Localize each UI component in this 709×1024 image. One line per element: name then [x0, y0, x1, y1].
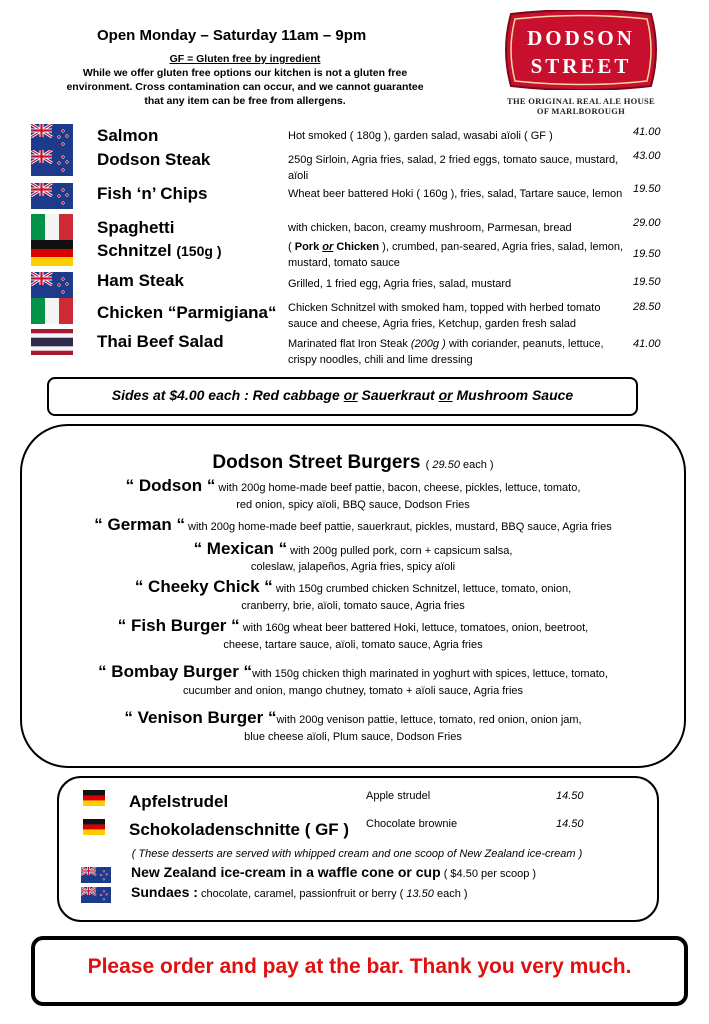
burger-name: “ Venison Burger “ — [124, 708, 277, 727]
burger-item — [20, 616, 686, 636]
burger-desc-line2: coleslaw, jalapeños, Agria fries, spicy aïoli — [250, 561, 456, 573]
dessert-name: Apfelstrudel — [129, 792, 229, 811]
sides-end: Mushroom Sauce — [452, 387, 574, 403]
burger-item — [20, 662, 686, 682]
logo-tagline-1: THE ORIGINAL REAL ALE HOUSE — [507, 96, 655, 106]
dish-description: Wheat beer battered Hoki ( 160g ), fries, salad, Tartare sauce, lemon — [288, 188, 623, 200]
burger-name: “ Mexican “ — [193, 539, 288, 558]
sides-line — [47, 387, 638, 403]
order-message: Please order and pay at the bar. Thank you very much. — [87, 955, 632, 978]
burger-item — [20, 708, 686, 728]
desc-rest: ), crumbed, pan-seared, Agria fries, salad, lemon, mustard, tomato sauce — [288, 241, 624, 269]
dish-description — [288, 336, 628, 368]
burger-name: “ Bombay Burger “ — [98, 662, 253, 681]
dish-price: 29.00 — [633, 217, 661, 229]
burger-name: “ Fish Burger “ — [117, 616, 240, 635]
italy-flag-icon — [31, 298, 73, 324]
dish-price: 41.00 — [633, 126, 661, 138]
nz-flag-icon — [31, 124, 73, 150]
dessert-price: 14.50 — [556, 790, 584, 802]
burger-desc-line2: red onion, spicy aïoli, BBQ sauce, Dodson Fries — [236, 499, 470, 511]
desc-pork: Pork — [294, 241, 320, 253]
opening-hours: Open Monday – Saturday 11am – 9pm — [97, 27, 367, 44]
logo-line1: DODSON — [527, 26, 635, 50]
desc-rest: with coriander, peanuts, lettuce, crispy noodles, chili and lime dressing — [288, 338, 604, 366]
logo-tagline-2: OF MARLBOROUGH — [536, 106, 626, 116]
dish-price: 43.00 — [633, 150, 661, 162]
dessert-name: Schokoladenschnitte ( GF ) — [129, 820, 350, 839]
germany-flag-icon — [83, 790, 105, 806]
nz-flag-icon — [81, 887, 111, 903]
dessert-description: Chocolate brownie — [366, 818, 458, 830]
dish-price: 28.50 — [633, 301, 661, 313]
burger-desc: with 150g chicken thigh marinated in yoghurt with spices, lettuce, tomato, — [252, 668, 608, 680]
sides-or-1: or — [343, 387, 358, 403]
burger-desc: with 200g venison pattie, lettuce, tomato, red onion, onion jam, — [276, 714, 582, 726]
dish-name-weight: (150g ) — [176, 243, 222, 259]
germany-flag-icon — [83, 819, 105, 835]
dish-name: Dodson Steak — [97, 150, 211, 169]
burger-item — [20, 515, 686, 535]
dish-name: Thai Beef Salad — [97, 332, 224, 351]
italy-flag-icon — [31, 214, 73, 240]
sides-mid: Sauerkraut — [357, 387, 439, 403]
thailand-flag-icon — [31, 329, 73, 355]
gluten-free-notice — [60, 52, 430, 108]
dish-price: 19.50 — [633, 183, 661, 195]
burgers-price: ( 29.50 each ) — [425, 459, 494, 471]
icecream-price: ( $4.50 per scoop ) — [440, 868, 537, 880]
burgers-title — [20, 452, 686, 474]
dish-name: Salmon — [97, 126, 159, 145]
burger-desc-line2: cucumber and onion, mango chutney, tomato + aïoli sauce, Agria fries — [182, 685, 524, 697]
dish-description: Grilled, 1 fried egg, Agria fries, salad, mustard — [288, 278, 512, 290]
dish-price: 19.50 — [633, 248, 661, 260]
dish-name: Ham Steak — [97, 271, 184, 290]
icecream-item — [131, 864, 536, 880]
burger-desc-line2: blue cheese aïoli, Plum sauce, Dodson Fries — [244, 731, 462, 743]
dish-description: with chicken, bacon, creamy mushroom, Parmesan, bread — [288, 222, 572, 234]
desc-chicken: Chicken — [336, 241, 380, 253]
burger-item — [20, 539, 686, 559]
gf-note: While we offer gluten free options our kitchen is not a gluten free environment. Cross contamination can occur, and we cannot guarantee that any item can be free from allergens. — [66, 67, 424, 107]
sundae-desc: chocolate, caramel, passionfruit or berry ( 13.50 each ) — [197, 888, 468, 900]
burger-name: “ German “ — [94, 515, 185, 534]
dish-name: Fish ‘n’ Chips — [97, 184, 208, 203]
burger-name: “ Cheeky Chick “ — [134, 577, 273, 596]
nz-flag-icon — [31, 150, 73, 176]
burger-desc: with 200g home-made beef pattie, sauerkraut, pickles, mustard, BBQ sauce, Agria fries — [184, 521, 612, 533]
dish-price: 41.00 — [633, 338, 661, 350]
sundae-item — [131, 884, 468, 900]
burger-item — [20, 577, 686, 597]
dish-description: Hot smoked ( 180g ), garden salad, wasabi aïoli ( GF ) — [288, 130, 553, 142]
dish-description: Chicken Schnitzel with smoked ham, topped with herbed tomato sauce and cheese, Agria fries, Ketchup, garden fresh salad — [288, 302, 601, 330]
germany-flag-icon — [31, 240, 73, 266]
desc-pre: Marinated flat Iron Steak — [288, 338, 411, 350]
dish-name-main: Schnitzel — [97, 241, 172, 260]
burger-desc: with 160g wheat beer battered Hoki, lettuce, tomatoes, onion, beetroot, — [239, 622, 589, 634]
sundae-name: Sundaes : — [131, 884, 198, 900]
burger-item — [20, 476, 686, 496]
desc-or: or — [322, 241, 334, 253]
dish-name — [97, 241, 221, 261]
logo-line2: STREET — [530, 54, 632, 78]
burger-name: “ Dodson “ — [125, 476, 216, 495]
gf-title: GF = Gluten free by ingredient — [169, 53, 321, 65]
nz-flag-icon — [31, 183, 73, 209]
burger-desc-line2: cheese, tartare sauce, aïoli, tomato sauce, Agria fries — [223, 639, 483, 651]
dodson-street-logo — [503, 10, 659, 90]
dessert-price: 14.50 — [556, 818, 584, 830]
dish-description — [288, 239, 628, 271]
nz-flag-icon — [81, 867, 111, 883]
nz-flag-icon — [31, 272, 73, 298]
dessert-description: Apple strudel — [366, 790, 431, 802]
dish-name: Chicken “Parmigiana“ — [97, 303, 277, 322]
sides-or-2: or — [438, 387, 453, 403]
desc-pre: ( — [288, 241, 295, 253]
icecream-name: New Zealand ice-cream in a waffle cone or cup — [131, 864, 441, 880]
desc-weight: (200g ) — [410, 338, 446, 350]
burger-desc: with 200g pulled pork, corn + capsicum salsa, — [287, 545, 513, 557]
dish-name: Spaghetti — [97, 218, 175, 237]
burger-desc: with 200g home-made beef pattie, bacon, cheese, pickles, lettuce, tomato, — [215, 482, 581, 494]
burger-desc: with 150g crumbed chicken Schnitzel, lettuce, tomato, onion, — [272, 583, 572, 595]
dish-price: 19.50 — [633, 276, 661, 288]
dish-description: 250g Sirloin, Agria fries, salad, 2 fried eggs, tomato sauce, mustard, aïoli — [288, 154, 619, 182]
burgers-heading: Dodson Street Burgers — [212, 452, 421, 473]
sides-label: Sides at $4.00 each : Red cabbage — [111, 387, 344, 403]
logo-tagline — [496, 96, 666, 116]
burger-desc-line2: cranberry, brie, aïoli, tomato sauce, Agria fries — [241, 600, 465, 612]
dessert-note: ( These desserts are served with whipped cream and one scoop of New Zealand ice-cream ) — [131, 848, 583, 860]
